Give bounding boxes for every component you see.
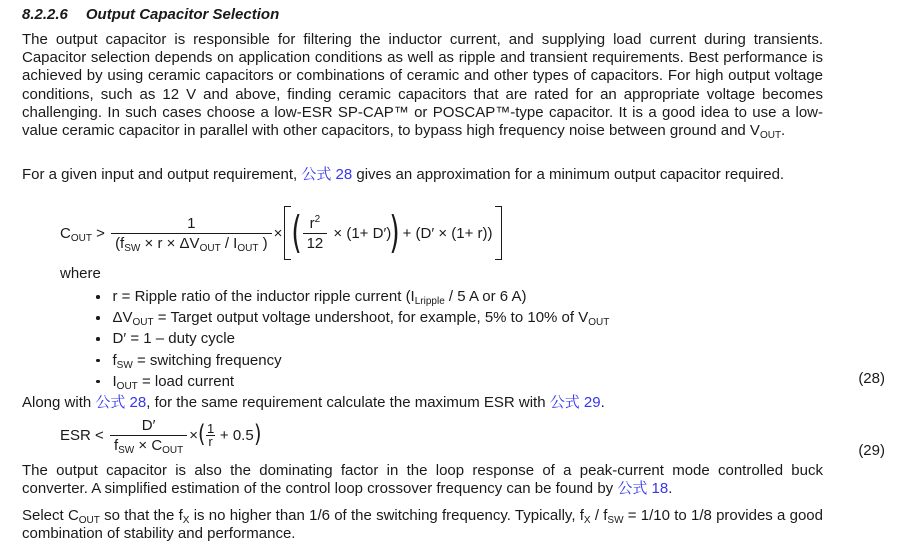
text-run: gives an approximation for a minimum output capacitor required. xyxy=(352,166,785,183)
text-run: SW xyxy=(116,359,133,371)
equation-29-number: (29) xyxy=(858,442,885,459)
eq28-fraction-denominator xyxy=(111,233,272,252)
eq28-inner-tail xyxy=(329,225,391,242)
definitions-list xyxy=(96,288,884,394)
text-run: = load current xyxy=(137,372,235,390)
text-run: × r × ΔV xyxy=(140,234,200,252)
paragraph-capacitor-intro xyxy=(22,31,823,140)
text-run: Along with xyxy=(22,394,96,411)
text-run: OUT xyxy=(237,242,259,254)
eq29-small-numerator: 1 xyxy=(206,420,215,436)
bullet-icon xyxy=(96,337,100,341)
text-run: OUT xyxy=(116,380,138,392)
link-equation-18[interactable]: 公式 18 xyxy=(617,480,669,498)
text-run: f xyxy=(113,436,119,454)
text-run: ) xyxy=(258,234,268,252)
section-number: 8.2.2.6 xyxy=(22,6,68,23)
list-item xyxy=(96,373,884,391)
text-run: . xyxy=(781,122,786,140)
text-run: × C xyxy=(134,436,163,454)
eq29-small-denominator: r xyxy=(208,433,213,449)
eq28-inner-fraction xyxy=(303,215,328,252)
text-run: X xyxy=(182,515,190,526)
text-run: 1 xyxy=(187,214,196,232)
eq28-inner-denominator xyxy=(303,233,328,252)
text-run: OUT xyxy=(588,317,610,329)
text-run: / I xyxy=(220,234,238,252)
text-run: . xyxy=(668,480,673,498)
text-run: . xyxy=(600,394,605,411)
text-run: The output capacitor is also the dominating factor in the loop response of a peak-current mode controlled buck converter. A simplified estimation of the control loop crossover frequency can be found by xyxy=(22,462,823,498)
text-run: Lripple xyxy=(414,296,445,307)
text-run: 12 xyxy=(306,234,324,252)
list-item-text xyxy=(113,330,235,348)
bullet-icon xyxy=(96,295,100,299)
text-run: (f xyxy=(115,234,125,252)
text-run: V xyxy=(749,122,760,140)
equation-29 xyxy=(60,413,261,457)
text-run: I xyxy=(112,372,117,390)
eq28-main-fraction xyxy=(111,215,272,252)
paragraph-loop-response xyxy=(22,462,823,498)
text-run: D′ xyxy=(141,416,156,434)
text-run: / f xyxy=(590,507,608,524)
text-run: D′ = 1 – duty cycle xyxy=(112,330,235,348)
text-run: f xyxy=(112,351,117,369)
left-paren: ( xyxy=(197,420,206,449)
right-paren: ) xyxy=(253,420,262,449)
equation-28-number: (28) xyxy=(858,370,885,387)
text-run: (D′ × (1+ r)) xyxy=(415,224,493,242)
text-run: The output capacitor is responsible for filtering the inductor current, and supplying load current during transients. Capacitor selection depends on application conditions as well as ripple and transient requirements. Best performance is achieved by using ceramic capacitors or combinations of ceramic and other types of capacitors. For high output voltage conditions, such as 12 V and above, finding ceramic capacitors that are rated for an appropriate voltage becomes challenging. In such cases choose a low-ESR SP-CAP™ or POSCAP™-type capacitor. It is a good idea to use a low-value ceramic capacitor in parallel with other capacitors, to bypass high frequency noise between ground and xyxy=(22,31,823,140)
eq28-inner-numerator xyxy=(306,215,325,233)
plus-sign: + xyxy=(398,224,416,242)
paragraph-along-with xyxy=(22,394,852,412)
text-run: , for the same requirement calculate the maximum ESR with xyxy=(146,394,550,411)
list-item xyxy=(96,352,884,370)
text-run: × (1+ D′) xyxy=(329,224,392,242)
bullet-icon xyxy=(96,359,100,363)
list-item xyxy=(96,330,884,348)
text-run: SW xyxy=(118,444,135,456)
eq29-main-fraction xyxy=(110,417,187,454)
text-run: = 1/10 to 1/8 provides a good combination of stability and performance. xyxy=(22,507,823,542)
text-run: C xyxy=(60,224,71,242)
section-title: Output Capacitor Selection xyxy=(85,6,280,23)
text-run: > xyxy=(91,224,110,242)
multiply-sign: × xyxy=(273,224,283,242)
paragraph-equation-28-intro xyxy=(22,166,823,184)
text-run: r = Ripple ratio of the inductor ripple current (I xyxy=(112,288,415,305)
text-run: ESR < xyxy=(60,426,108,444)
text-run: r xyxy=(309,214,315,232)
eq28-fraction-numerator xyxy=(183,215,199,233)
text-run: OUT xyxy=(759,130,782,142)
text-run: X xyxy=(583,515,591,526)
equation-28 xyxy=(60,204,504,262)
right-paren: ) xyxy=(389,207,400,259)
eq28-second-term xyxy=(416,225,493,242)
list-item-text xyxy=(113,352,282,370)
text-run: 2 xyxy=(314,213,321,225)
text-run: so that the f xyxy=(99,507,183,524)
right-square-bracket xyxy=(495,206,502,260)
bullet-icon xyxy=(96,380,100,384)
text-run: OUT xyxy=(70,232,92,244)
text-run: For a given input and output requirement, xyxy=(22,166,302,183)
link-equation-28[interactable]: 公式 28 xyxy=(95,394,147,411)
link-equation-28[interactable]: 公式 28 xyxy=(301,166,353,183)
list-item xyxy=(96,309,884,327)
text-run: = Target output voltage undershoot, for example, 5% to 10% of V xyxy=(153,309,589,327)
link-equation-29[interactable]: 公式 29 xyxy=(549,394,601,411)
eq29-fraction-numerator xyxy=(138,417,160,435)
eq29-tail: + 0.5 xyxy=(215,426,254,444)
text-run: OUT xyxy=(199,242,221,254)
eq29-fraction-denominator xyxy=(110,435,187,454)
text-run: SW xyxy=(607,515,624,526)
eq29-small-fraction xyxy=(206,420,215,449)
list-item-text xyxy=(113,288,527,306)
left-square-bracket xyxy=(284,206,291,260)
text-run: ΔV xyxy=(112,309,133,327)
text-run: OUT xyxy=(132,317,154,329)
list-item xyxy=(96,288,884,306)
multiply-sign: × xyxy=(189,426,199,444)
text-run: / 5 A or 6 A) xyxy=(444,288,527,305)
text-run: OUT xyxy=(162,444,184,456)
left-paren: ( xyxy=(291,207,303,259)
where-label: where xyxy=(60,265,101,282)
text-run: SW xyxy=(124,242,141,254)
text-run: = switching frequency xyxy=(132,351,282,369)
text-run: Select C xyxy=(22,507,79,524)
section-heading xyxy=(22,6,279,23)
text-run: is no higher than 1/6 of the switching frequency. Typically, f xyxy=(189,507,584,524)
text-run: OUT xyxy=(78,515,100,526)
list-item-text xyxy=(113,373,235,391)
eq28-lhs xyxy=(60,225,109,242)
list-item-text xyxy=(113,309,610,327)
paragraph-select-cout xyxy=(22,507,823,542)
bullet-icon xyxy=(96,316,100,320)
eq29-lhs xyxy=(60,427,108,444)
